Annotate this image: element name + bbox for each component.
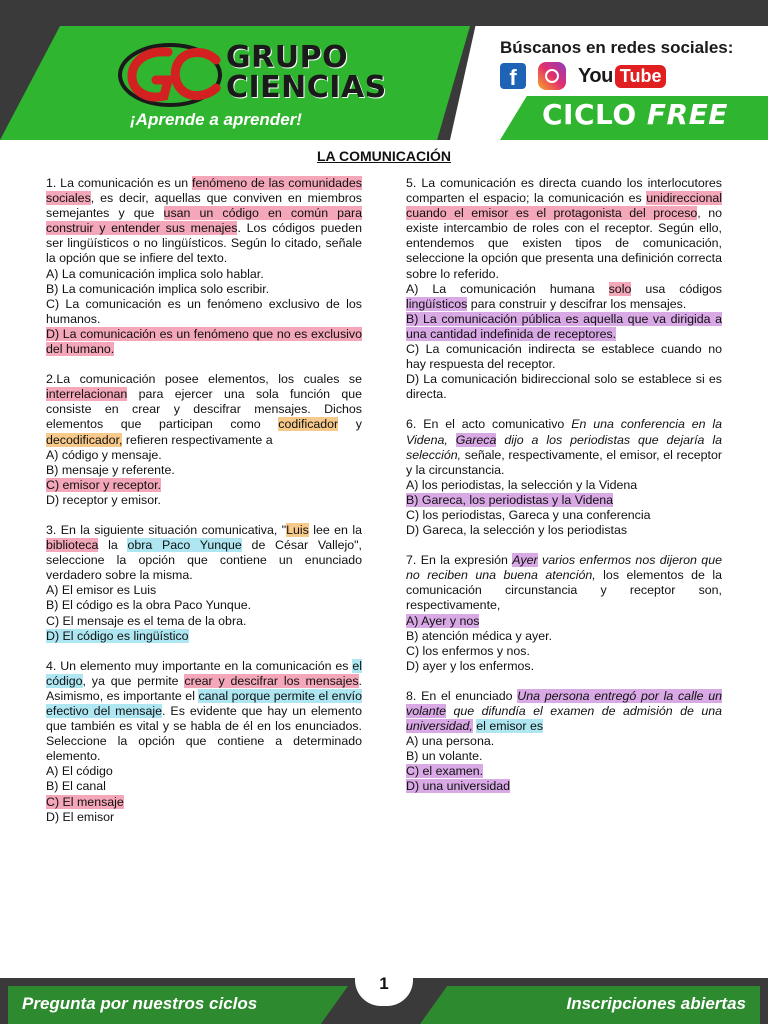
question-6-stem: 6. En el acto comunicativo En una conferencia en la Videna, Gareca dijo a los periodistas que dejaría la selección, señale, respectivamente, el emisor, el receptor y la circunstancia. [406, 417, 723, 477]
footer-right-text: Inscripciones abiertas [566, 994, 746, 1013]
option-b: B) mensaje y referente. [46, 462, 175, 477]
question-5 [406, 176, 722, 402]
option-d: D) La comunicación es un fenómeno que no es exclusivo del humano. [46, 326, 362, 357]
option-d: D) El emisor [46, 809, 115, 824]
option-b: B) La comunicación pública es aquella que va dirigida a una cantidad indefinida de receptores. [406, 311, 722, 341]
brand-line-1: GRUPO [226, 40, 349, 75]
question-1-stem: 1. La comunicación es un fenómeno de las comunidades sociales, es decir, aquellas que conviven en miembros semejantes y que usan un código en común para construir y entender sus menajes. Los códigos pueden ser lingüísticos o no lingüísticos. Según lo citado, señale la opción que se infiere del texto. [46, 176, 363, 266]
option-b: B) Gareca, los periodistas y la Videna [406, 492, 614, 507]
option-d: D) La comunicación bidireccional solo se establece si es directa. [406, 372, 722, 402]
option-c: C) emisor y receptor. [46, 477, 161, 492]
question-1 [46, 176, 362, 357]
option-a: A) La comunicación humana solo usa códigos lingüísticos para construir y descifrar los mensajes. [406, 281, 722, 311]
option-b: B) La comunicación implica solo escribir. [46, 281, 270, 296]
right-column [406, 176, 722, 810]
facebook-icon[interactable]: f [500, 63, 526, 89]
question-7-stem: 7. En la expresión Ayer varios enfermos nos dijeron que no reciben una buena atención, los elementos de la comunicación circunstancia y receptor son, respectivamente, [406, 553, 722, 613]
option-a: A) los periodistas, la selección y la Videna [406, 477, 638, 492]
option-c: C) El mensaje [46, 794, 124, 809]
youtube-tube-text: Tube [615, 65, 667, 88]
question-3-stem: 3. En la siguiente situación comunicativa, "Luis lee en la biblioteca la obra Paco Yunque de César Vallejo", seleccione la opción que contiene un enunciado verdadero sobre la misma. [46, 522, 362, 583]
question-4-stem: 4. Un elemento muy importante en la comunicación es el código, ya que permite crear y descifrar los mensajes. Asimismo, es importante el canal porque permite el envío efectivo del mensaje. Es evidente que hay un elemento que también es vital y se habla de él en los enunciados. Seleccione la opción que contiene a determinado elemento. [46, 658, 362, 764]
option-c: C) La comunicación es un fenómeno exclusivo de los humanos. [46, 296, 362, 326]
question-2-stem: 2.La comunicación posee elementos, los cuales se interrelacionan para ejercer una sola función que consiste en crear y descifrar mensajes. Dichos elementos que participan como codificador y decodificador, refieren respectivamente a [46, 372, 362, 447]
grupo-ciencias-logo [118, 40, 387, 110]
brand-line-2: CIENCIAS [226, 70, 387, 105]
question-3 [46, 523, 362, 644]
question-8 [406, 689, 722, 795]
youtube-icon[interactable] [578, 65, 666, 88]
question-8-stem: 8. En el enunciado Una persona entregó por la calle un volante que difundía el examen de admisión de una universidad, el emisor es [406, 688, 722, 734]
left-column [46, 176, 362, 840]
page-number: 1 [355, 966, 413, 1006]
option-a: A) El código [46, 764, 113, 779]
option-b: B) atención médica y ayer. [406, 628, 553, 643]
option-a: A) una persona. [406, 734, 495, 749]
option-b: B) El código es la obra Paco Yunque. [46, 598, 252, 613]
option-c: C) el examen. [406, 764, 484, 779]
option-c: C) La comunicación indirecta se establece cuando no hay respuesta del receptor. [406, 342, 722, 372]
question-4 [46, 659, 362, 825]
option-a: A) El emisor es Luis [46, 583, 157, 598]
option-a: A) Ayer y nos [406, 613, 480, 628]
brand-tagline: ¡Aprende a aprender! [130, 110, 302, 129]
cycle-suffix: FREE [646, 98, 728, 131]
option-c: C) los periodistas, Gareca y una conferencia [406, 507, 651, 522]
cycle-prefix: CICLO [542, 98, 637, 131]
header-top-strip [0, 0, 768, 26]
youtube-you-text: You [578, 64, 613, 87]
page-header [0, 0, 768, 140]
option-b: B) El canal [46, 779, 106, 794]
instagram-icon[interactable] [538, 62, 566, 90]
option-d: D) Gareca, la selección y los periodistas [406, 523, 628, 538]
option-d: D) El código es lingüístico [46, 628, 189, 643]
question-2 [46, 372, 362, 508]
cycle-label [542, 98, 728, 131]
option-a: A) código y mensaje. [46, 447, 162, 462]
question-6 [406, 417, 722, 538]
social-icons [500, 62, 666, 90]
footer-left-text: Pregunta por nuestros ciclos [22, 994, 258, 1013]
gc-logo-icon [118, 40, 228, 110]
social-title: Búscanos en redes sociales: [500, 38, 734, 57]
question-7 [406, 553, 722, 674]
option-d: D) receptor y emisor. [46, 492, 161, 507]
option-d: D) una universidad [406, 779, 511, 794]
page-title: LA COMUNICACIÓN [316, 148, 452, 164]
option-d: D) ayer y los enfermos. [406, 658, 535, 673]
option-b: B) un volante. [406, 749, 483, 764]
question-5-stem: 5. La comunicación es directa cuando los interlocutores comparten el espacio; la comunicación es unidireccional cuando el emisor es el protagonista del proceso, no existe intercambio de roles con el receptor. Según ello, entendemos que existen tipos de comunicación, seleccione la opción que presenta una definición correcta sobre lo referido. [406, 176, 722, 281]
option-c: C) los enfermos y nos. [406, 643, 530, 658]
option-a: A) La comunicación implica solo hablar. [46, 266, 264, 281]
option-c: C) El mensaje es el tema de la obra. [46, 613, 247, 628]
